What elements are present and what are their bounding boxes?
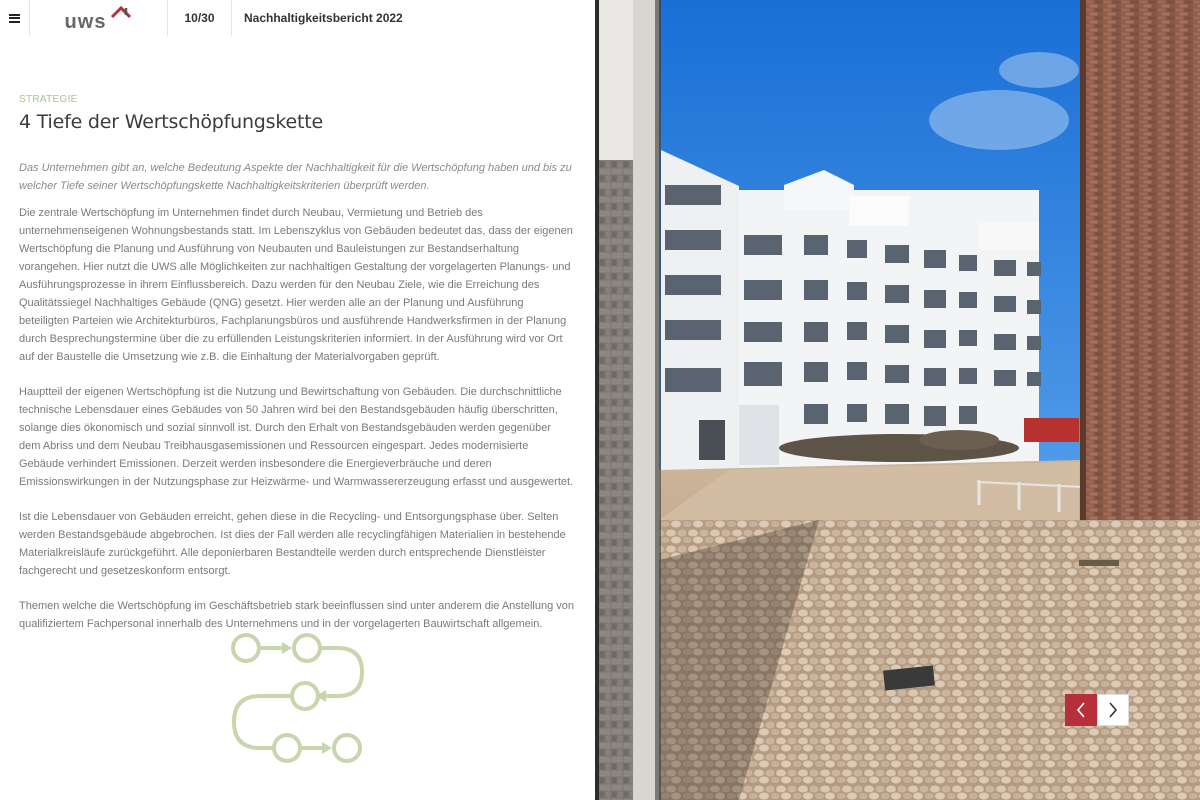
- previous-image-button[interactable]: [1065, 694, 1097, 726]
- chevron-right-icon: [1107, 701, 1119, 719]
- section-kicker: STRATEGIE: [19, 94, 78, 105]
- next-image-button[interactable]: [1097, 694, 1129, 726]
- courtyard-residential-building-photo: [599, 0, 1200, 800]
- article: [19, 94, 575, 633]
- body-paragraph: Hauptteil der eigenen Wertschöpfung ist die Nutzung und Bewirtschaftung von Gebäuden. Die durchschnittliche technische Lebensdauer eines Gebäudes von 50 Jahren wird bei den Bestandsgebäuden häufig überschritten, solange dies ökonomisch und sozial sinnvoll ist. Durch den Erhalt von Bestandsgebäuden werden gegenüber dem Abriss und dem Neubau Treibhausgasemissionen und Ressourcen eingespart. Jedes modernisierte Gebäude verhindert Emissionen. Derzeit werden insbesondere die Energieverbräuche und deren Emissionswirkungen in der Nutzungsphase zur Heizwärme- und Warmwassererzeugung erfasst und ausgewertet.: [19, 386, 574, 488]
- body-paragraph: Die zentrale Wertschöpfung im Unternehmen findet durch Neubau, Vermietung und Betrieb des unternehmenseigenen Wohnungsbestands statt. Im Lebenszyklus von Gebäuden bedeutet das, dass der eigenen Wertschöpfung die Planung und Ausführung von Neubauten und Bauleistungen zur Bestandserhaltung vorangehen. Hier nutzt die UWS alle Möglichkeiten zur nachhaltigen Gestaltung der vorgelagerten Planungs- und Ausführungsprozesse in ihrem Einflussbereich. Dazu werden für den Neubau Ziele, wie die Erreichung des Qualitätssiegel Nachhaltiges Gebäude (QNG) gesetzt. Hier werden alle an der Planung und Ausführung beteiligten Parteien wie Architekturbüros, Fachplanungsbüros und ausführende Handwerksfirmen in der Planung durch Besprechungstermine über die zu erfüllenden Leistungskriterien informiert. In der Ausführung wird vor Ort auf der Baustelle die Umsetzung wie z.B. die Einhaltung der Materialvorgaben geprüft.: [19, 207, 573, 363]
- chevron-left-icon: [1075, 701, 1087, 719]
- body-paragraph: Themen welche die Wertschöpfung im Geschäftsbetrieb stark beeinflussen sind unter anderem die Anstellung von qualifiziertem Fachpersonal innerhalb des Unternehmens und in der vorgelagerten Bauwirtschaft allgemein.: [19, 600, 574, 630]
- lead-paragraph: Das Unternehmen gibt an, welche Bedeutung Aspekte der Nachhaltigkeit für die Wertschöpfung haben und bis zu welcher Tiefe seiner Wertschöpfungskette Nachhaltigkeitskriterien überprüft werden.: [19, 162, 572, 192]
- body-paragraph: Ist die Lebensdauer von Gebäuden erreicht, gehen diese in die Recycling- und Entsorgungsphase über. Selten werden Bestandsgebäude abgebrochen. Ist dies der Fall werden alle recyclingfähigen Materialien in bestehende Materialkreisläufe zurückgeführt. Alle deponierbaren Bestandteile werden durch entsprechende Dienstleister fachgerecht und gesetzeskonform entsorgt.: [19, 511, 566, 577]
- report-title: Nachhaltigkeitsbericht 2022: [244, 11, 403, 25]
- page-title: 4 Tiefe der Wertschöpfungskette: [19, 111, 323, 133]
- process-flow-icon: [226, 626, 372, 770]
- top-bar: [0, 0, 598, 36]
- menu-button[interactable]: [0, 0, 30, 36]
- logo-text: uws: [64, 10, 107, 33]
- page-indicator: 10/30: [168, 0, 232, 36]
- uws-logo[interactable]: [30, 0, 168, 36]
- logo-roof-icon: [110, 5, 132, 25]
- hamburger-menu-icon: [9, 14, 20, 23]
